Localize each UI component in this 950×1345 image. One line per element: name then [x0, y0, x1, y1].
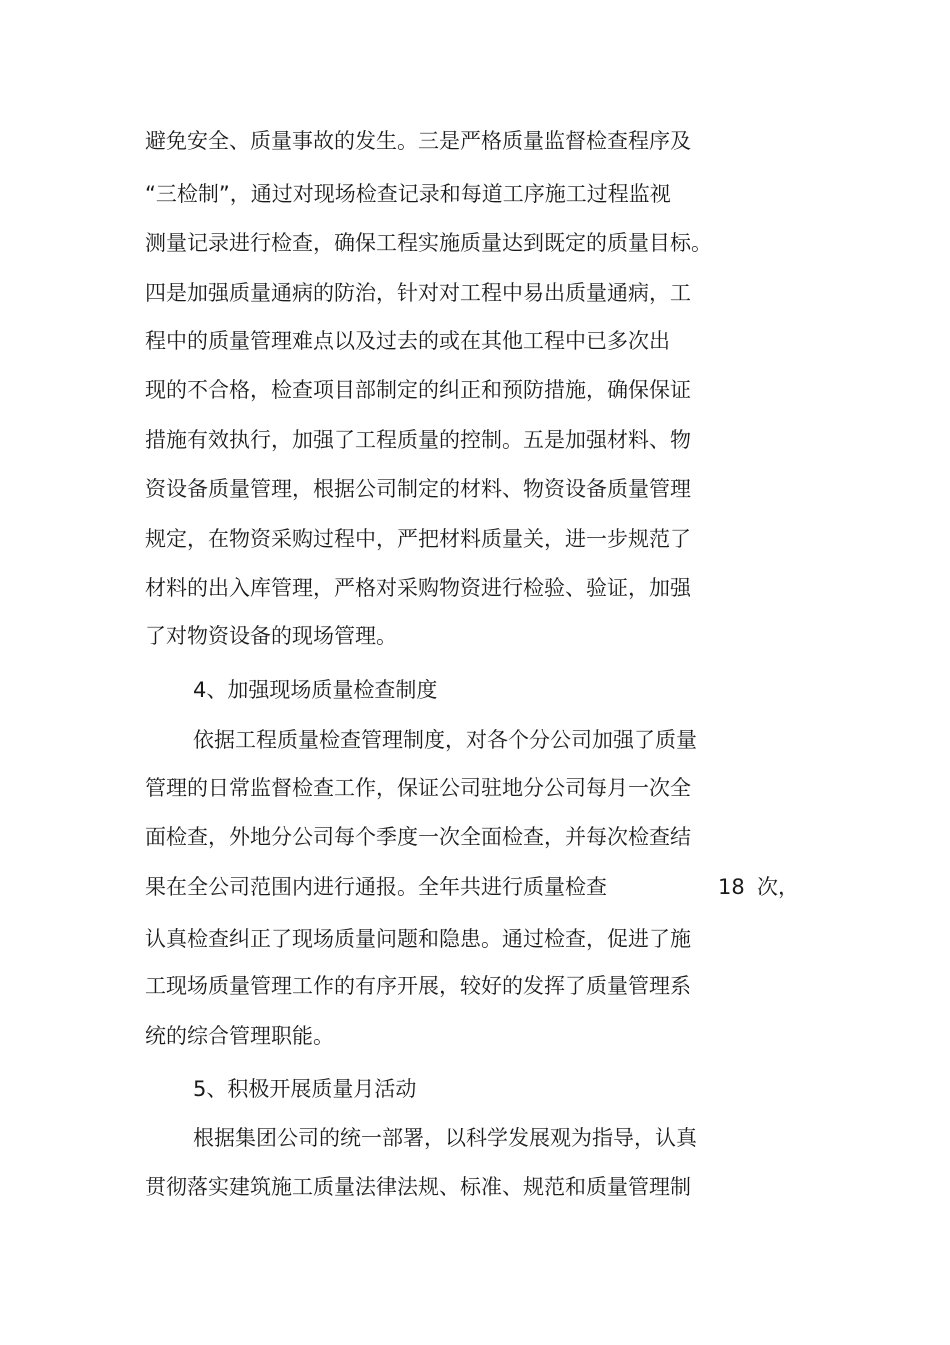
- paragraph-line: 四是加强质量通病的防治，针对对工程中易出质量通病，工: [145, 281, 691, 305]
- paragraph-line: 管理的日常监督检查工作，保证公司驻地分公司每月一次全: [145, 776, 691, 800]
- paragraph-line: 避免安全、质量事故的发生。三是严格质量监督检查程序及: [145, 129, 691, 153]
- paragraph-line: 根据集团公司的统一部署，以科学发展观为指导，认真: [193, 1126, 697, 1150]
- paragraph-line: 面检查，外地分公司每个季度一次全面检查，并每次检查结: [145, 825, 691, 849]
- paragraph-line: 工现场质量管理工作的有序开展，较好的发挥了质量管理系: [145, 974, 691, 998]
- paragraph-line: 依据工程质量检查管理制度，对各个分公司加强了质量: [193, 728, 697, 752]
- paragraph-line: 贯彻落实建筑施工质量法律法规、标准、规范和质量管理制: [145, 1175, 691, 1199]
- paragraph-line: 材料的出入库管理，严格对采购物资进行检验、验证，加强: [145, 576, 691, 600]
- paragraph-line: 资设备质量管理，根据公司制定的材料、物资设备质量管理: [145, 477, 691, 501]
- inspection-count: 18: [718, 875, 745, 899]
- paragraph-line: 程中的质量管理难点以及过去的或在其他工程中已多次出: [145, 329, 670, 353]
- count-unit: 次，: [757, 875, 799, 899]
- paragraph-line: 措施有效执行，加强了工程质量的控制。五是加强材料、物: [145, 428, 691, 452]
- section-heading: 4、加强现场质量检查制度: [193, 678, 438, 702]
- paragraph-line: 统的综合管理职能。: [145, 1024, 334, 1048]
- paragraph-line: 现的不合格，检查项目部制定的纠正和预防措施，确保保证: [145, 378, 691, 402]
- paragraph-line: 测量记录进行检查，确保工程实施质量达到既定的质量目标。: [145, 231, 712, 255]
- paragraph-line: 规定，在物资采购过程中，严把材料质量关，进一步规范了: [145, 527, 691, 551]
- paragraph-line: 了对物资设备的现场管理。: [145, 624, 397, 648]
- paragraph-line: “三检制”，通过对现场检查记录和每道工序施工过程监视: [145, 182, 671, 206]
- section-heading: 5、积极开展质量月活动: [193, 1077, 417, 1101]
- paragraph-line: 认真检查纠正了现场质量问题和隐患。通过检查，促进了施: [145, 927, 691, 951]
- paragraph-line: 果在全公司范围内进行通报。全年共进行质量检查: [145, 875, 607, 899]
